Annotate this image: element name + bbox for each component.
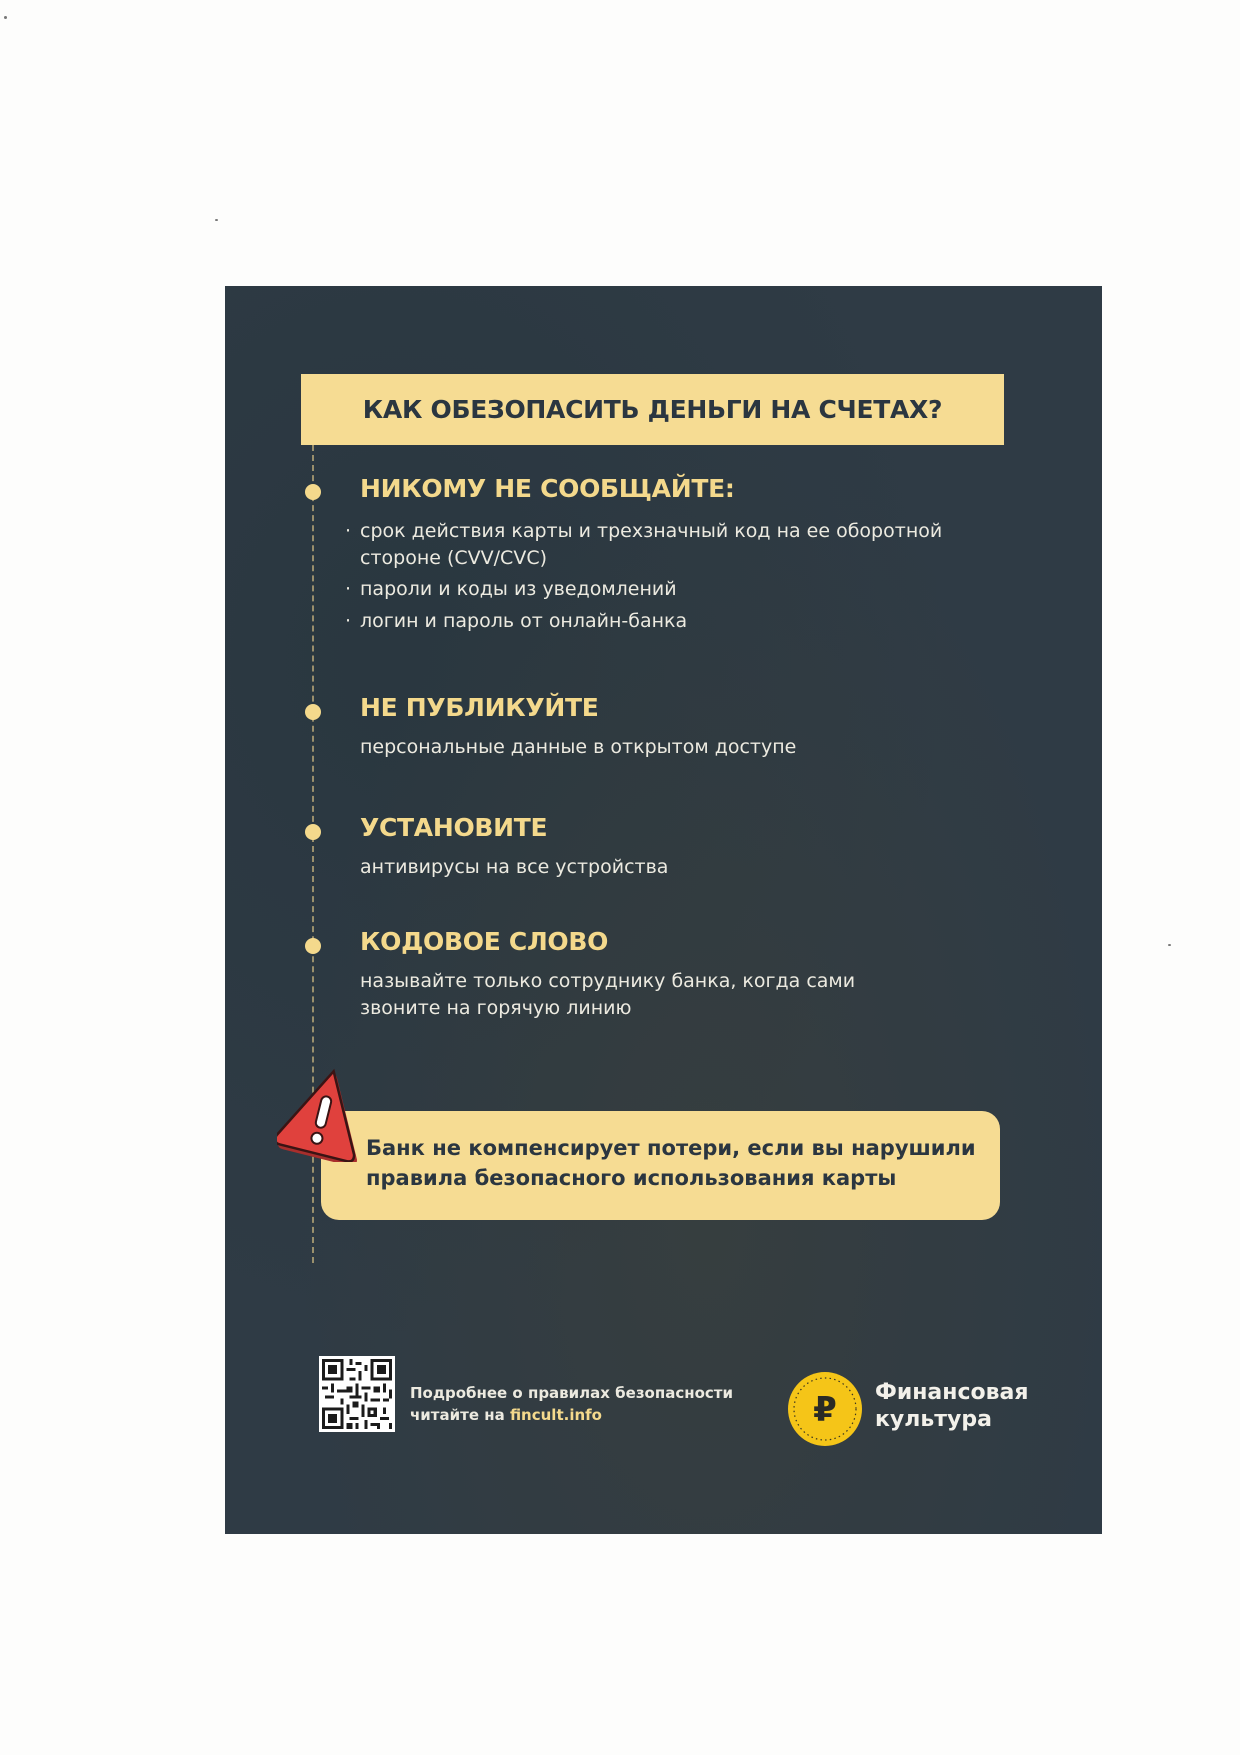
- more-info-line: [410, 1404, 733, 1426]
- fincult-link[interactable]: fincult.info: [509, 1406, 602, 1424]
- scan-speck: [215, 219, 218, 221]
- timeline-dot: [305, 704, 321, 720]
- qr-code-icon[interactable]: [319, 1356, 395, 1432]
- coin-symbol: ₽: [813, 1390, 837, 1430]
- section-text: персональные данные в открытом доступе: [360, 736, 797, 758]
- timeline-dot: [305, 938, 321, 954]
- list-item-text: логин и пароль от онлайн-банка: [360, 610, 688, 632]
- section-heading: КОДОВОЕ СЛОВО: [360, 927, 609, 956]
- more-info-text: [410, 1382, 733, 1426]
- title-banner: [301, 374, 1004, 445]
- list-item-text: срок действия карты и трехзначный код на ее оборотной стороне (CVV/CVC): [360, 520, 943, 569]
- list-item: · срок действия карты и трехзначный код на ее оборотной стороне (CVV/CVC): [345, 518, 965, 572]
- leaflet: [225, 286, 1102, 1534]
- brand-line: культура: [875, 1407, 992, 1432]
- warning-box: [321, 1111, 1000, 1220]
- section-heading: НЕ ПУБЛИКУЙТЕ: [360, 693, 599, 722]
- section-heading: НИКОМУ НЕ СООБЩАЙТЕ:: [360, 474, 735, 503]
- brand-line: Финансовая: [875, 1380, 1029, 1405]
- scan-speck: [4, 16, 7, 19]
- section-text: антивирусы на все устройства: [360, 856, 669, 878]
- page-title: КАК ОБЕЗОПАСИТЬ ДЕНЬГИ НА СЧЕТАХ?: [362, 395, 943, 424]
- brand-logo-text: [875, 1379, 1029, 1433]
- warning-text: Банк не компенсирует потери, если вы нарушили правила безопасного использования карты: [366, 1136, 976, 1190]
- more-info-prefix: читайте на: [410, 1406, 510, 1424]
- list-item: · логин и пароль от онлайн-банка: [345, 608, 965, 635]
- section-text: называйте только сотруднику банка, когда сами звоните на горячую линию: [360, 970, 856, 1019]
- section-heading: УСТАНОВИТЕ: [360, 813, 548, 842]
- more-info-line: Подробнее о правилах безопасности: [410, 1384, 733, 1402]
- ruble-coin-icon: [787, 1371, 863, 1447]
- warning-icon: [277, 1062, 369, 1162]
- list-item: · пароли и коды из уведомлений: [345, 576, 965, 603]
- scan-speck: [1168, 944, 1171, 946]
- timeline-dot: [305, 824, 321, 840]
- timeline-dot: [305, 484, 321, 500]
- list-item-text: пароли и коды из уведомлений: [360, 578, 677, 600]
